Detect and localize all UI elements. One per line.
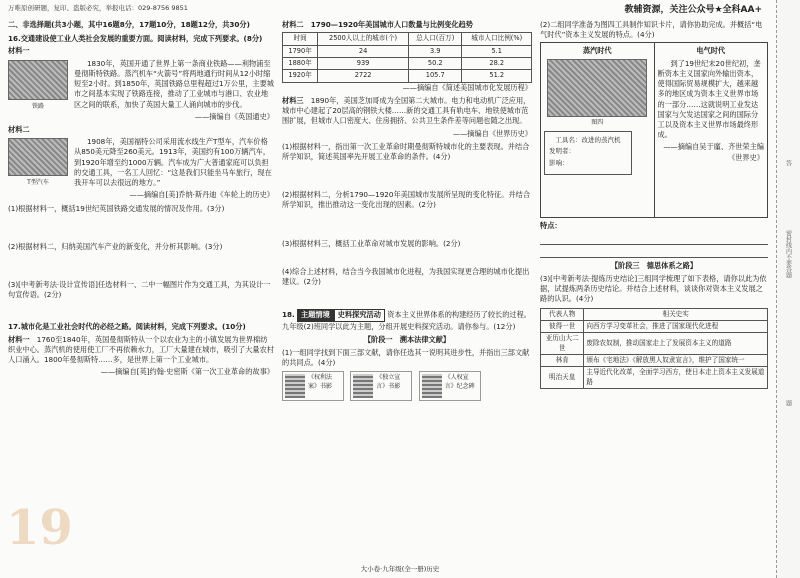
table-header-cell: 代表人物 bbox=[541, 308, 584, 320]
table-row bbox=[541, 320, 768, 332]
q16-material-2: 材料二 T型汽车 1908年，美国福特公司采用流水线生产T型车，汽车价格从850美元降至260美元。1913年，美国约有100万辆汽车，到1920年增至约1000万辆。汽车成为广大普通家庭可以负担的交通工具，一名工人回忆：“这是我们只能坐马车旅行，现在我开车可以去很远的地方。” ——摘编自[美]乔纳·斯丹迪《车轮上的历史》 bbox=[8, 124, 274, 200]
q16-sub-1: (1)根据材料一，概括19世纪英国铁路交通发展的情况及作用。(3分) bbox=[8, 203, 225, 213]
answer-space[interactable] bbox=[8, 216, 274, 242]
table-cell: 林肯 bbox=[541, 354, 584, 366]
table-cell: 废除农奴制，推动国家走上了发展资本主义的道路 bbox=[584, 333, 768, 355]
table-source: ——摘编自《简述美国城市化发展历程》 bbox=[402, 82, 532, 92]
table-cell: 105.7 bbox=[408, 70, 462, 82]
section-title: 二、非选择题(共3小题，其中16题8分，17题10分，18题12分，共30分) bbox=[8, 20, 250, 29]
table-cell: 明治天皇 bbox=[541, 367, 584, 389]
table-cell: 5.1 bbox=[462, 45, 532, 57]
q17-sub-2: (2)根据材料二，分析1790—1920年美国城市发展所呈现的变化特征。并结合所学知识，推出推动这一变化出现的因素。(2分) bbox=[282, 190, 531, 210]
q17-material-3-source: ——摘编自《世界历史》 bbox=[452, 128, 532, 138]
table-cell: 2722 bbox=[318, 70, 409, 82]
column-left bbox=[8, 20, 274, 380]
q18-stem: 18. 主题情境 史料探究活动 资本主义世界体系的构建经历了较长的过程。九年级(2)班同学以此为主题，分组开展史料探究活动。请你参与。(12分) bbox=[282, 310, 531, 331]
table-header-cell: 相关史实 bbox=[584, 308, 768, 320]
q18-sub-2: (2)二组同学准备为图四工具制作知识卡片，请你协助完成。并概括“电气时代”资本主义发展的特点。(4分) bbox=[540, 20, 763, 40]
answer-space[interactable] bbox=[282, 213, 532, 239]
binding-margin: 答 密封线内不要答题 题 bbox=[776, 0, 800, 578]
q18-sub-3: (3)[中考新考法·提炼历史结论]三组同学梳理了如下表格，请你以此为依据，试提炼两条历史结论。并结合上述材料，谈谈你对资本主义发展之路的认识。(4分) bbox=[540, 273, 767, 304]
answer-line[interactable] bbox=[540, 247, 768, 258]
table-row bbox=[541, 333, 768, 355]
q18-sub-1: (1)一组同学找到下面三部文献，请你任选其一说明其进步性，并指出三部文献的共同点。(4分) bbox=[282, 347, 530, 368]
table-cell: 28.2 bbox=[462, 57, 532, 69]
column-middle bbox=[282, 20, 532, 401]
q16-sub-3: (3)[中考新考法·设计宣传语]任选材料一、二中一幅图片作为交通工具，为其设计一句宣传语。(2分) bbox=[8, 279, 271, 300]
table-row bbox=[541, 367, 768, 389]
q17-material-1-source: ——摘编自[英]约翰·史密斯《第一次工业革命的故事》 bbox=[100, 367, 274, 377]
q17-material-1: 材料一 1760至1840年，英国曼彻斯特从一个以农业为主的小镇发展为世界棉纺织业中心。蒸汽机的使用使工厂不再依赖水力，工厂大量建在城市，吸引了大量农村人口涌入。1800年曼彻斯特……多，是世界上第一个工业城市。 bbox=[8, 334, 274, 365]
table-cell: 939 bbox=[318, 57, 409, 69]
q17-sub-3: (3)根据材料三，概括工业革命对城市发展的影响。(2分) bbox=[282, 238, 461, 248]
population-table bbox=[282, 32, 532, 82]
q17-stem: 17.城市化是工业社会时代的必经之路。阅读材料，完成下列要求。(10分) bbox=[8, 322, 246, 332]
model-t-image: T型汽车 bbox=[8, 138, 68, 188]
header-copyright: 万唯原创研题，复印、盗版必究，举报电话：029-8756 9851 bbox=[8, 4, 188, 12]
answer-space[interactable] bbox=[8, 254, 274, 280]
table-cell: 向西方学习变革社会，推进了国家现代化进程 bbox=[584, 320, 768, 332]
answer-space[interactable] bbox=[282, 289, 532, 305]
table-header-cell: 城市人口比例(%) bbox=[462, 33, 532, 45]
q17-material-2-title: 材料二 1790—1920年美国城市人口数量与比例变化趋势 bbox=[282, 20, 473, 29]
table-header-cell: 总人口(百万) bbox=[408, 33, 462, 45]
q17-sub-4: (4)综合上述材料，结合当今我国城市化进程，为我国实现更合理的城市化提出建议。(2分) bbox=[282, 266, 530, 287]
knowledge-card: 工具名：改进的蒸汽机 发明者： 影响： bbox=[544, 131, 632, 175]
page-number-watermark: 19 bbox=[6, 500, 73, 556]
table-cell: 主导近代化改革，全面学习西方，使日本走上资本主义发展道路 bbox=[584, 367, 768, 389]
table-row bbox=[283, 57, 532, 69]
features-label: 特点： bbox=[540, 221, 562, 231]
table-row bbox=[541, 354, 768, 366]
table-cell: 24 bbox=[318, 45, 409, 57]
book-declaration-of-independence: 《独立宣言》书影 bbox=[350, 371, 412, 401]
answer-space[interactable] bbox=[8, 302, 274, 318]
answer-line[interactable] bbox=[540, 234, 768, 245]
table-cell: 1880年 bbox=[283, 57, 318, 69]
q17-sub-1: (1)根据材料一，指出第一次工业革命时期曼彻斯特城市化的主要表现。并结合所学知识，简述英国率先开展工业革命的条件。(4分) bbox=[282, 141, 530, 161]
table-cell: 50.2 bbox=[408, 57, 462, 69]
table-cell: 1920年 bbox=[283, 70, 318, 82]
reform-table bbox=[540, 308, 768, 390]
book-bill-of-rights: 《权利法案》书影 bbox=[282, 371, 344, 401]
table-header-cell: 时间 bbox=[283, 33, 318, 45]
steam-era: 蒸汽时代 图四 工具名：改进的蒸汽机 发明者： 影响： bbox=[541, 43, 655, 217]
table-row bbox=[283, 45, 532, 57]
book-rights-of-man: 《人权宣言》纪念碑 bbox=[419, 371, 481, 401]
table-cell: 51.2 bbox=[462, 70, 532, 82]
table-cell: 3.9 bbox=[408, 45, 462, 57]
railway-image: 铁路 bbox=[8, 60, 68, 112]
header-promo: 教辅资源，关注公众号★全科AA+ bbox=[624, 5, 762, 15]
table-cell: 彼得一世 bbox=[541, 320, 584, 332]
q16-material-1: 材料一 铁路 1830年，英国开通了世界上第一条商业铁路——利物浦至曼彻斯特铁路。蒸汽机车“火箭号”将两地通行时间从12小时缩短至2小时。到1850年，英国铁路总里程超过1万公里，主要城市之间基本实现了铁路连接，推动了工业城市与港口、农业地区之间的联系，加快了英国大量工人涌向城市的步伐。 ——摘编自《英国通史》 bbox=[8, 46, 274, 121]
era-comparison bbox=[540, 42, 768, 218]
table-row bbox=[283, 70, 532, 82]
steam-engine-image bbox=[547, 59, 647, 117]
answer-space[interactable] bbox=[282, 164, 532, 190]
stage-1-title: 【阶段一 溯本法律文献】 bbox=[363, 334, 451, 344]
document-books bbox=[282, 371, 532, 401]
answer-space[interactable] bbox=[282, 251, 532, 267]
table-cell: 颁布《宅地法》《解放黑人奴隶宣言》，维护了国家统一 bbox=[584, 354, 768, 366]
q16-stem: 16.交通建设使工业人类社会发展的重要方面。阅读材料，完成下列要求。(8分) bbox=[8, 34, 263, 44]
page-footer: 大小卷·九年级(全一册)历史 bbox=[360, 564, 440, 573]
electric-era: 电气时代 到了19世纪末20世纪初，垄断资本主义国家向外输出资本，使得国际贸易规模扩大，越来越多的地区成为资本主义世界市场的一部分……这就说明工业发达国家与欠发达国家之间的国际分工以及资本主义世界市场最终形成。 ——摘编自吴于廑、齐世荣主编《世界史》 bbox=[657, 46, 764, 162]
q16-sub-2: (2)根据材料二，归纳美国汽车产业的新变化，并分析其影响。(3分) bbox=[8, 241, 223, 251]
table-header-cell: 2500人以上的城市(个) bbox=[318, 33, 409, 45]
table-cell: 亚历山大二世 bbox=[541, 333, 584, 355]
column-right bbox=[540, 20, 768, 389]
q17-material-3: 材料三 1890年，美国芝加哥成为全国第二大城市。电力和电动机广泛应用，城市中心建起了20层高的钢铁大楼……新的交通工具有轨电车、地铁使城市范围扩展，但城市人口密度大、住房拥挤、公共卫生条件差等问题也随之出现。 bbox=[282, 95, 531, 126]
stage-3-title: 【阶段三 德思体系之路】 bbox=[610, 260, 698, 270]
table-cell: 1790年 bbox=[283, 45, 318, 57]
